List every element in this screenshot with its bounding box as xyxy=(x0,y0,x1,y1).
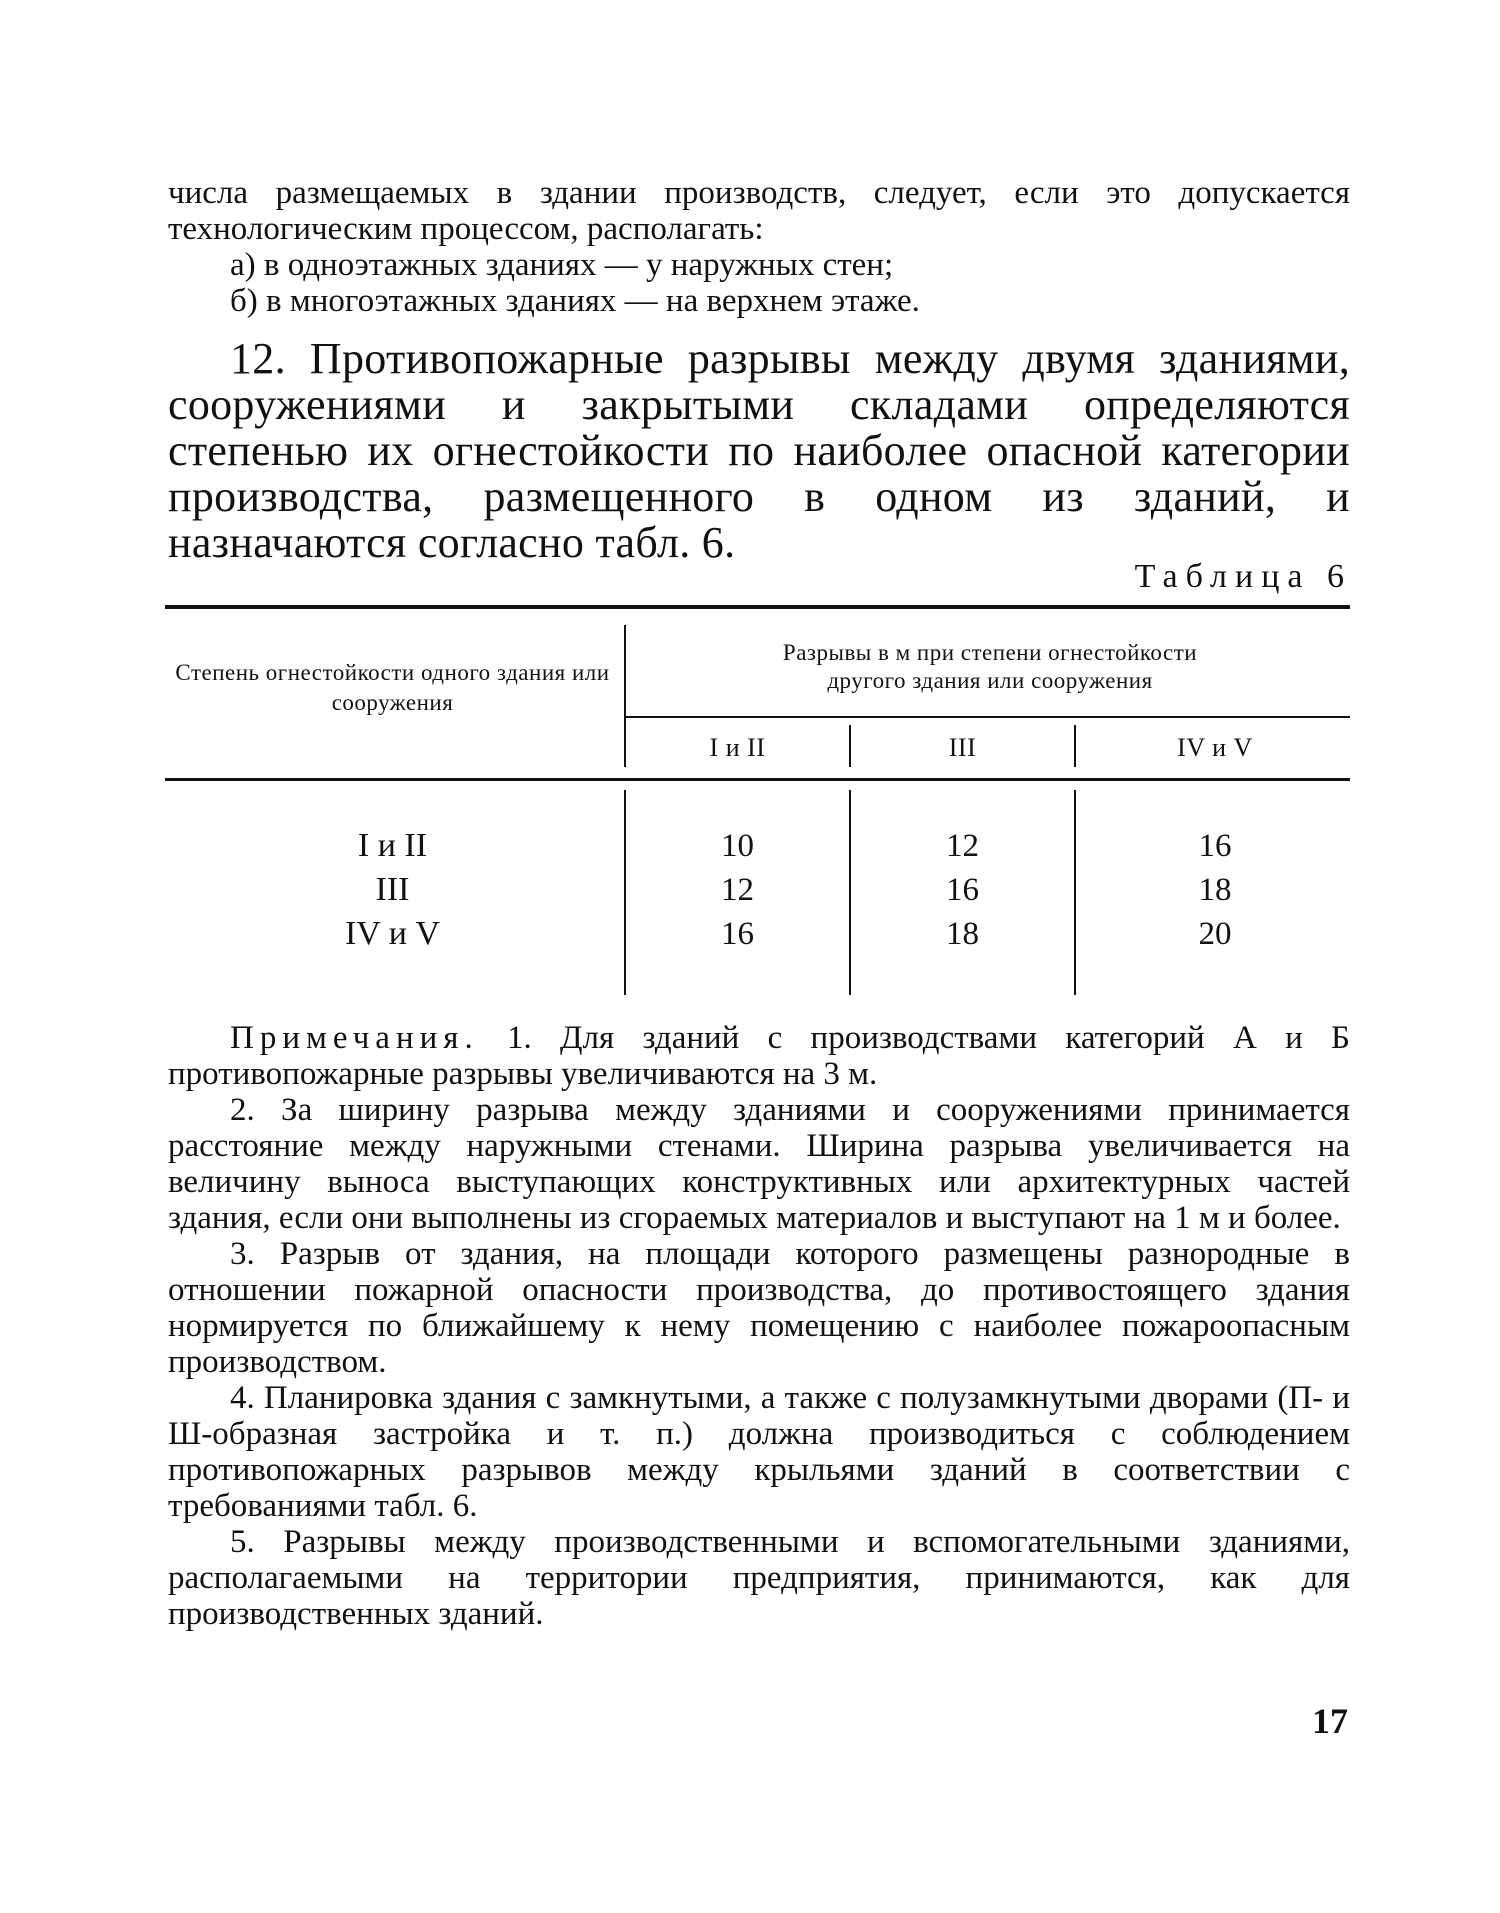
section-12 xyxy=(168,336,1350,566)
group-header-line2: другого здания или сооружения xyxy=(827,668,1153,693)
table-cell: 16 xyxy=(721,916,754,952)
table-cell: 16 xyxy=(1198,828,1232,864)
header-divider-2 xyxy=(849,725,851,767)
page-number: 17 xyxy=(1312,1701,1348,1741)
note-5: 5. Разрывы между производственными и вспомогательными зданиями, располагаемыми на территории предприятия, принимаются, как для производственных зданий. xyxy=(168,1524,1350,1632)
row-label-2: III xyxy=(375,871,410,908)
section-12-paragraph: 12. Противопожарные разрывы между двумя зданиями, сооружениями и закрытыми складами определяются степенью их огнестойкости по наиболее опасной категории производства, размещенного в одном из зданий, и назначаются согласно табл. 6. xyxy=(168,334,1350,567)
intro-paragraph: числа размещаемых в здании производств, следует, если это допускается технологическим процессом, располагать: xyxy=(168,175,1350,247)
table-cell: 10 xyxy=(721,828,754,864)
notes-title: Примечания. xyxy=(230,1020,479,1056)
column-header-3: IV и V xyxy=(1177,733,1253,762)
note-1-text: 1. Для зданий с производствами категорий А и Б противопожарные разрывы увеличиваются на 3 м. xyxy=(168,1020,1350,1092)
list-item-b: б) в многоэтажных зданиях — на верхнем этаже. xyxy=(230,283,920,319)
table-cell: 20 xyxy=(1198,916,1232,952)
body-divider-2 xyxy=(849,790,851,995)
row-label-1: I и II xyxy=(357,827,428,864)
group-header-line1: Разрывы в м при степени огнестойкости xyxy=(782,640,1198,665)
note-4: 4. Планировка здания с замкнутыми, а также с полузамкнутыми дворами (П- и Ш-образная застройка и т. п.) должна производиться с соблюдением противопожарных разрывов между крыльями зданий в соответствии с требованиями табл. 6. xyxy=(168,1380,1350,1524)
table-caption: Таблица 6 xyxy=(1134,558,1352,595)
column-header-1: I и II xyxy=(709,733,766,762)
table-cell: 12 xyxy=(721,872,754,908)
table-cell: 12 xyxy=(946,828,979,864)
header-divider-main xyxy=(624,625,626,767)
notes-block xyxy=(168,1020,1350,1632)
note-1 xyxy=(168,1020,1350,1092)
note-2: 2. За ширину разрыва между зданиями и сооружениями принимается расстояние между наружными стенами. Ширина разрыва увеличивается на величину выноса выступающих конструктивных или архитектурных частей здания, если они выполнены из сгораемых материалов и выступают на 1 м и более. xyxy=(168,1092,1350,1236)
group-header-rule xyxy=(625,716,1350,718)
table-cell: 16 xyxy=(946,872,979,908)
column-header-2: III xyxy=(948,733,977,762)
table-top-rule xyxy=(165,605,1350,609)
row-label-3: IV и V xyxy=(344,915,440,952)
row-header: Степень огнестойкости одного здания или сооружения xyxy=(175,660,610,715)
intro-block xyxy=(168,175,1350,319)
body-divider-1 xyxy=(624,790,626,995)
table-header-rule xyxy=(165,778,1350,781)
body-divider-3 xyxy=(1074,790,1076,995)
header-divider-3 xyxy=(1074,725,1076,767)
list-item-a: а) в одноэтажных зданиях — у наружных стен; xyxy=(230,247,894,283)
table-cell: 18 xyxy=(946,916,979,952)
table-cell: 18 xyxy=(1198,872,1232,908)
note-3: 3. Разрыв от здания, на площади которого размещены разнородные в отношении пожарной опасности производства, до противостоящего здания нормируется по ближайшему к нему помещению с наиболее пожароопасным производством. xyxy=(168,1236,1350,1380)
